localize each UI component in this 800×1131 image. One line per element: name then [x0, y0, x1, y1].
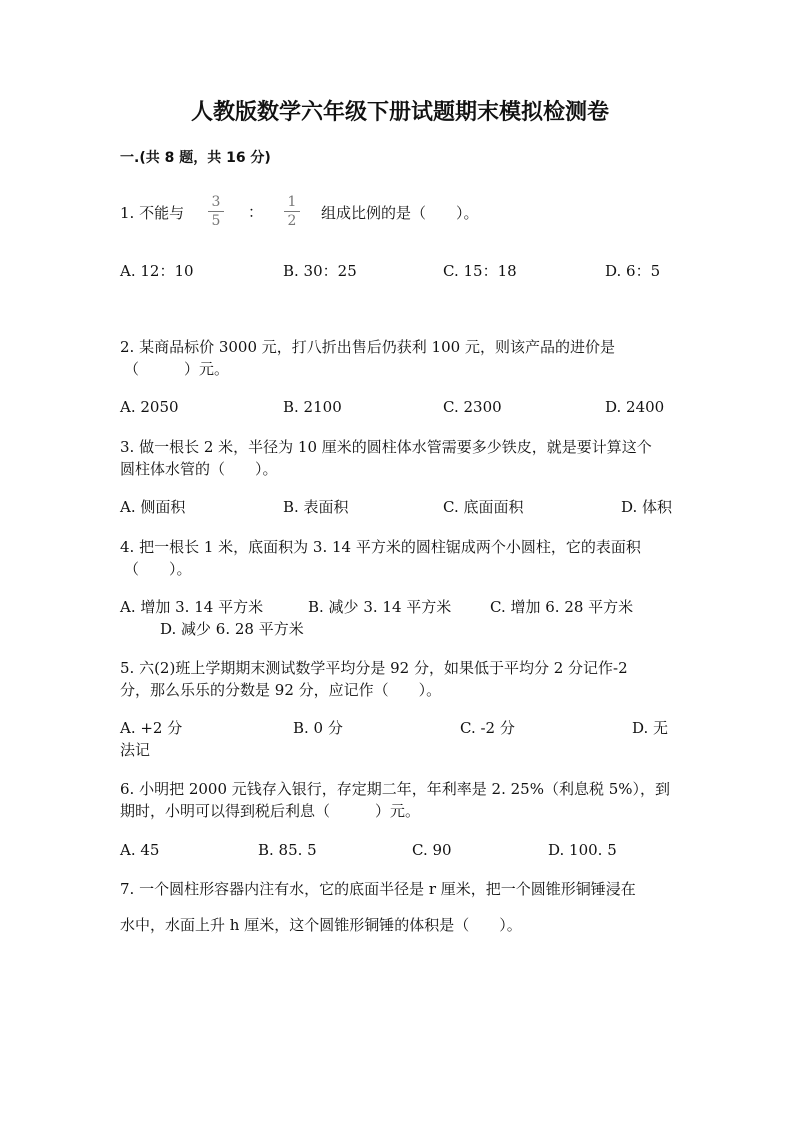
option-d[interactable]: D. 6：5	[605, 262, 661, 280]
option-b[interactable]: B. 0 分	[293, 719, 343, 737]
option-b[interactable]: B. 减少 3. 14 平方米	[308, 598, 452, 616]
option-c[interactable]: C. 增加 6. 28 平方米	[490, 598, 634, 616]
option-a[interactable]: A. 2050	[120, 398, 179, 416]
option-b[interactable]: B. 2100	[283, 398, 342, 416]
fraction-denominator: 2	[287, 213, 297, 229]
option-c[interactable]: C. 2300	[443, 398, 502, 416]
question-3-line-1: 3. 做一根长 2 米，半径为 10 厘米的圆柱体水管需要多少铁皮，就是要计算这个	[120, 438, 652, 456]
fraction-3-5	[206, 194, 226, 229]
question-6-line-2: 期时，小明可以得到税后利息（ ）元。	[120, 802, 421, 820]
option-b[interactable]: B. 30：25	[283, 262, 357, 280]
option-c[interactable]: C. 15：18	[443, 262, 517, 280]
fraction-1-2	[282, 194, 302, 229]
page-title: 人教版数学六年级下册试题期末模拟检测卷	[190, 100, 609, 125]
ratio-colon: ：	[248, 203, 264, 221]
fraction-numerator: 1	[287, 194, 297, 210]
option-a[interactable]: A. 12：10	[120, 262, 194, 280]
option-d[interactable]: D. 100. 5	[548, 841, 617, 859]
question-6-line-1: 6. 小明把 2000 元钱存入银行，存定期二年，年利率是 2. 25%（利息税 5%），到	[120, 780, 671, 798]
option-c[interactable]: C. 90	[412, 841, 452, 859]
option-d[interactable]: D. 无	[632, 719, 669, 737]
option-a[interactable]: A. 45	[120, 841, 160, 859]
option-a[interactable]: A. +2 分	[120, 719, 183, 737]
question-7-line-2: 水中，水面上升 h 厘米，这个圆锥形铜锤的体积是（ ）。	[120, 916, 522, 934]
question-2-line-1: 2. 某商品标价 3000 元，打八折出售后仍获利 100 元，则该产品的进价是	[120, 338, 615, 356]
fraction-bar	[284, 211, 300, 212]
option-d[interactable]: D. 2400	[605, 398, 665, 416]
question-1-suffix: 组成比例的是（ ）。	[321, 204, 479, 222]
question-3-line-2: 圆柱体水管的（ ）。	[120, 460, 278, 478]
option-c[interactable]: C. 底面面积	[443, 498, 524, 516]
fraction-bar	[208, 211, 224, 212]
question-5-line-1: 5. 六(2)班上学期期末测试数学平均分是 92 分，如果低于平均分 2 分记作-2	[120, 659, 628, 677]
option-d[interactable]: D. 体积	[621, 498, 673, 516]
option-a[interactable]: A. 增加 3. 14 平方米	[120, 598, 264, 616]
option-d[interactable]: D. 减少 6. 28 平方米	[160, 620, 304, 638]
fraction-denominator: 5	[211, 213, 221, 229]
question-2-line-2: （ ）元。	[124, 360, 230, 378]
option-a[interactable]: A. 侧面积	[120, 498, 186, 516]
option-b[interactable]: B. 表面积	[283, 498, 349, 516]
option-d-continuation: 法记	[120, 741, 151, 759]
question-4-line-1: 4. 把一根长 1 米，底面积为 3. 14 平方米的圆柱锯成两个小圆柱，它的表面积	[120, 538, 641, 556]
question-5-line-2: 分，那么乐乐的分数是 92 分，应记作（ ）。	[120, 681, 442, 699]
fraction-numerator: 3	[211, 194, 221, 210]
question-4-line-2: （ ）。	[124, 560, 192, 578]
question-1-prefix: 1. 不能与	[120, 204, 185, 222]
option-c[interactable]: C. -2 分	[460, 719, 515, 737]
option-b[interactable]: B. 85. 5	[258, 841, 317, 859]
section-header: 一.(共 8 题，共 16 分)	[120, 150, 271, 166]
question-7-line-1: 7. 一个圆柱形容器内注有水，它的底面半径是 r 厘米，把一个圆锥形铜锤浸在	[120, 880, 636, 898]
